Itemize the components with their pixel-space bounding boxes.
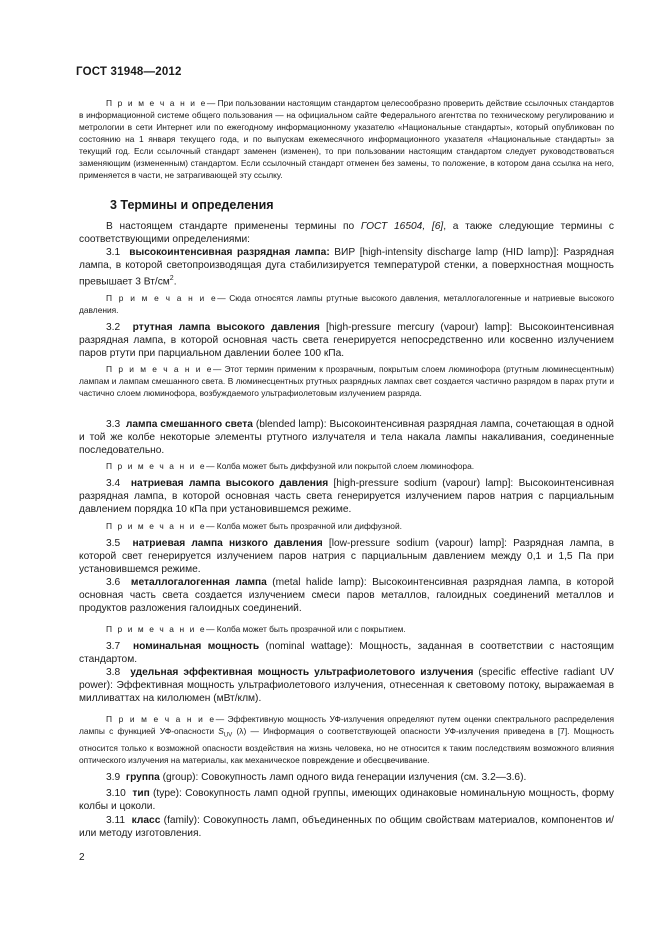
note-paragraph	[79, 460, 614, 472]
note-paragraph	[79, 520, 614, 532]
term-definition	[79, 666, 614, 706]
intro-note	[79, 97, 614, 181]
term-definition	[79, 640, 614, 666]
note-label: П р и м е ч а н и е	[106, 624, 207, 634]
term-3-7	[79, 640, 614, 666]
term-tail: .	[173, 276, 177, 288]
term-def: [high-pressure mercury (vapour) lamp]: Высокоинтенсивная разрядная лампа, в которой основная часть света генерируется непосредственно или косвенно излучением паров ртути при парциальном давлении более 100 кПа.	[79, 322, 614, 360]
note-text: — При пользовании настоящим стандартом целесообразно проверить действие ссылочных стандартов в информационной системе общего пользования — на официальном сайте Федерального агентства по техническому регулированию и метрологии в сети Интернет или по ежегодному информационному указателю «Национальные стандарты», который опубликован по состоянию на 1 января текущего года, и по выпускам ежемесячного информационного указателя «Национальные стандарты» за текущий год. Если ссылочный стандарт заменен (изменен), то при пользовании настоящим стандартом следует руководствоваться заменяющим (измененным) стандартом. Если ссылочный стандарт отменен без замены, то положение, в котором дана ссылка на него, применяется в части, не затрагивающей эту ссылку.	[79, 98, 614, 180]
term-name: номинальная мощность	[132, 641, 260, 652]
lead-refs: ГОСТ 16504, [6]	[360, 221, 444, 232]
note-subscript: UV	[223, 732, 233, 739]
term-number: 3.5	[106, 538, 121, 549]
term-3-2	[79, 321, 614, 361]
term-number: 3.11	[106, 815, 126, 826]
term-sup: 2	[169, 275, 174, 283]
note-3-1	[79, 292, 614, 316]
lead-after: , а также следующие термины с соответствующими определениями:	[79, 221, 615, 246]
term-def: [low-pressure sodium (vapour) lamp]: Разрядная лампа, в которой свет генерируется излучением паров натрия с парциальным давлением между 0,1 и 1,5 Па при установившемся режиме.	[79, 538, 614, 576]
document-header: ГОСТ 31948—2012	[76, 66, 182, 78]
term-name: натриевая лампа высокого давления	[130, 478, 329, 489]
note-paragraph	[79, 363, 614, 399]
term-number: 3.6	[106, 577, 121, 588]
term-3-8	[79, 666, 614, 706]
term-3-1	[79, 246, 614, 289]
note-label: П р и м е ч а н и е	[106, 98, 207, 108]
term-number: 3.10	[106, 788, 126, 799]
term-3-6	[79, 576, 614, 616]
note-3-2	[79, 363, 614, 399]
term-name: высокоинтенсивная разрядная лампа:	[129, 247, 330, 258]
term-number: 3.1	[106, 247, 121, 258]
term-number: 3.9	[106, 772, 121, 783]
note-text-a: — Эффективную мощность УФ-излучения определяют путем оценки спектрального распределения лампы с функцией УФ-опасности	[79, 714, 614, 736]
term-name: удельная эффективная мощность ультрафиолетового излучения	[130, 667, 474, 678]
term-name: металлогалогенная лампа	[130, 577, 267, 588]
term-number: 3.7	[106, 641, 121, 652]
note-paragraph	[79, 713, 614, 766]
term-definition	[79, 576, 614, 616]
term-def: (specific effective radiant UV power): Эффективная мощность ультрафиолетового излучения, отнесенная к световому потоку, выражаемая в милливаттах на килолюмен (мВт/клм).	[79, 667, 614, 705]
note-text: — Колба может быть прозрачной или диффузной.	[206, 521, 402, 531]
term-3-10	[79, 787, 614, 813]
term-name: лампа смешанного света	[125, 419, 253, 430]
term-definition	[79, 814, 614, 840]
term-number: 3.8	[106, 667, 121, 678]
note-3-8	[79, 713, 614, 766]
term-name: группа	[125, 772, 160, 783]
note-label: П р и м е ч а н и е	[106, 521, 207, 531]
term-number: 3.3	[106, 419, 121, 430]
note-paragraph	[79, 97, 614, 181]
term-def: (family): Совокупность ламп, объединенных по общим свойствам материалов, компонентов и/или методу изготовления.	[79, 815, 614, 840]
term-definition	[79, 771, 614, 784]
term-def: (nominal wattage): Мощность, заданная в соответствии с настоящим стандартом.	[79, 641, 614, 666]
term-def: ВИР [high-intensity discharge lamp (HID lamp)]: Разрядная лампа, в которой светопроизводящая дуга стабилизируется температурой стенки, а поверхностная мощность превышает 3 Вт/см	[79, 247, 615, 288]
term-definition	[79, 246, 614, 289]
note-text-b: (λ) — Информация о соответствующей опасности УФ-излучения приведена в [7]. Мощность относится только к возможной опасности воздействия на жизнь человека, но не относится к таким последствиям возможного влияния оптического излучения на материалы, как механическое повреждение и обесцвечивание.	[79, 726, 615, 765]
term-3-11	[79, 814, 614, 840]
note-paragraph	[79, 623, 614, 635]
term-number: 3.4	[106, 478, 121, 489]
term-3-4	[79, 477, 614, 517]
term-definition	[79, 321, 614, 361]
term-def: (metal halide lamp): Высокоинтенсивная разрядная лампа, в которой основная часть света создается излучением смеси паров металлов, галоидных соединений металлов и продуктов разложения галоидных соединений.	[79, 577, 614, 615]
note-text: — Сюда относятся лампы ртутные высокого давления, металлогалогенные и натриевые высокого давления.	[79, 293, 614, 315]
note-text: — Колба может быть прозрачной или с покрытием.	[206, 624, 406, 634]
term-def: (blended lamp): Высокоинтенсивная разрядная лампа, сочетающая в одной и той же колбе некоторые элементы ртутного излучателя и тела накала лампы накаливания, соединенные последовательно.	[79, 419, 614, 457]
note-text: — Этот термин применим к прозрачным, покрытым слоем люминофора (ртутным люминесцентным) лампам и лампам смешанного света. В люминесцентных ртутных разрядных лампах свет создается частично разрядом в парах ртути и частично слоем люминофора, возбуждаемого ультрафиолетовым излучением разряда.	[79, 364, 614, 398]
note-3-6	[79, 623, 614, 635]
section-heading	[110, 198, 645, 212]
term-definition	[79, 787, 614, 813]
term-def: (group): Совокупность ламп одного вида генерации излучения (см. 3.2—3.6).	[159, 772, 527, 783]
note-text: — Колба может быть диффузной или покрытой слоем люминофора.	[206, 461, 475, 471]
section-title: 3 Термины и определения	[110, 198, 274, 212]
term-3-9	[79, 771, 614, 784]
term-3-3	[79, 418, 614, 458]
term-def: (type): Совокупность ламп одной группы, имеющих одинаковые номинальную мощность, форму колбы и цоколи.	[79, 788, 614, 813]
page-number: 2	[79, 852, 85, 863]
term-3-5	[79, 537, 614, 577]
note-3-3	[79, 460, 614, 472]
term-def: [high-pressure sodium (vapour) lamp]: Высокоинтенсивная разрядная лампа, в которой основная часть света генерируется излучением паров натрия с парциальным давлением порядка 10 кПа при установившемся режиме.	[79, 478, 614, 516]
term-definition	[79, 418, 614, 458]
note-paragraph	[79, 292, 614, 316]
lead-paragraph	[79, 220, 614, 246]
note-label: П р и м е ч а н и е	[106, 293, 218, 303]
note-symbol: S	[218, 726, 224, 736]
term-name: класс	[131, 815, 161, 826]
term-name: тип	[132, 788, 150, 799]
term-definition	[79, 477, 614, 517]
term-name: натриевая лампа низкого давления	[132, 538, 323, 549]
section-body	[79, 220, 614, 246]
term-definition	[79, 537, 614, 577]
note-3-4	[79, 520, 614, 532]
term-name: ртутная лампа высокого давления	[132, 322, 320, 333]
term-number: 3.2	[106, 322, 121, 333]
note-label: П р и м е ч а н и е	[106, 461, 207, 471]
note-label: П р и м е ч а н и е	[106, 364, 213, 374]
note-label: П р и м е ч а н и е	[106, 714, 216, 724]
lead-before: В настоящем стандарте применены термины по	[106, 221, 361, 232]
